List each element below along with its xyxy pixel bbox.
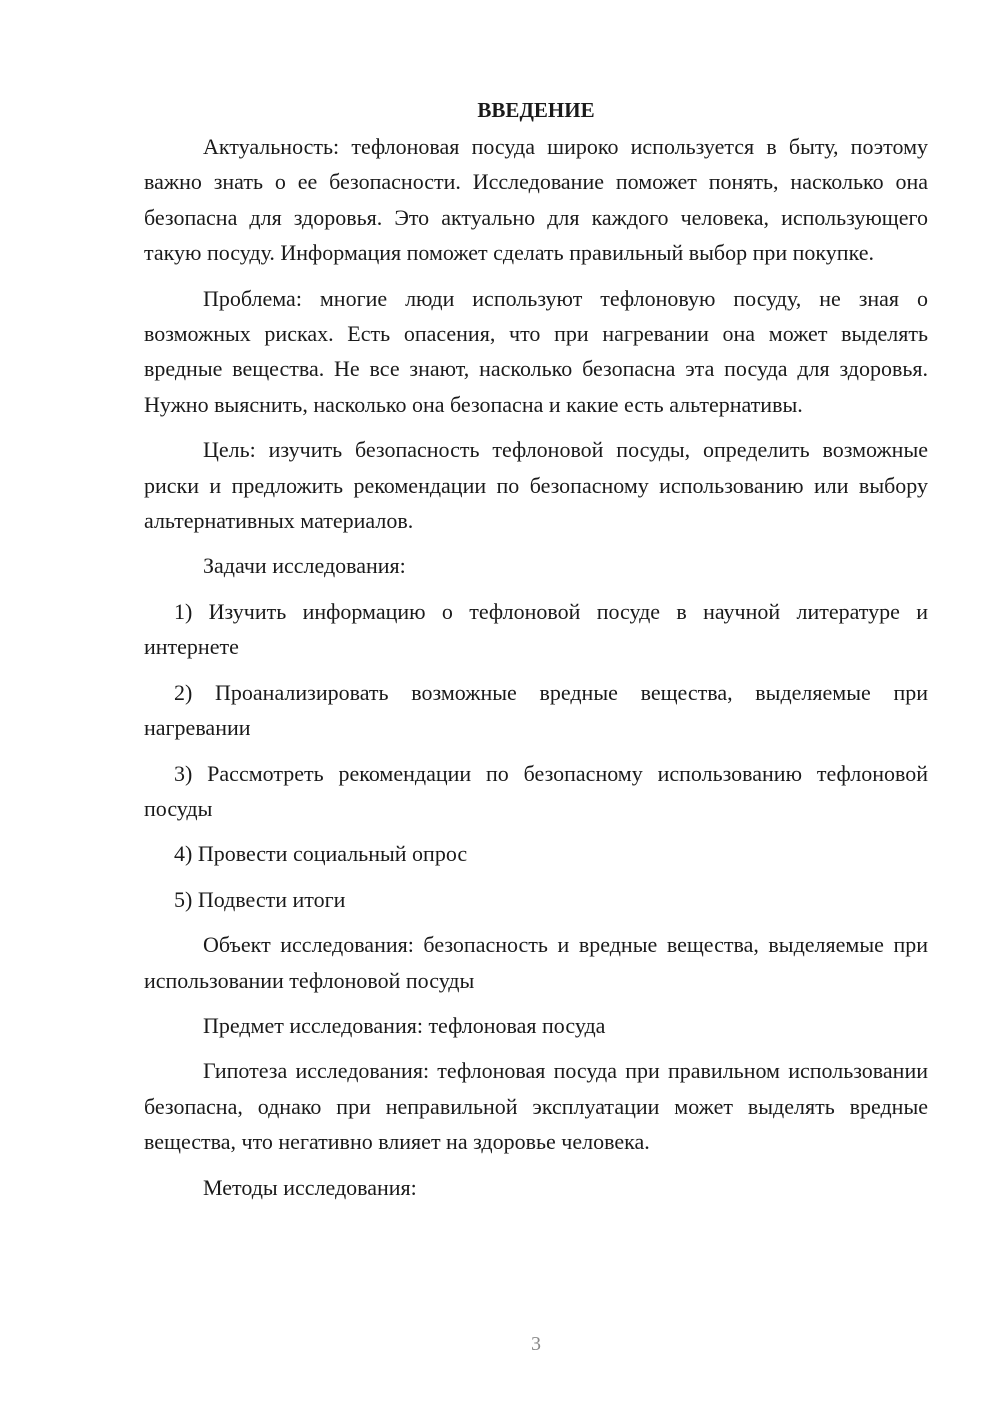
task-item: 1) Изучить информацию о тефлоновой посуде в научной литературе и интернете — [144, 598, 928, 660]
task-item: 4) Провести социальный опрос — [174, 841, 468, 867]
tasks-title: Задачи исследования: — [203, 553, 406, 579]
page-number: 3 — [531, 1333, 541, 1355]
methods-title: Методы исследования: — [203, 1174, 417, 1200]
problem-paragraph: Проблема: многие люди используют тефлоновую посуду, не зная о возможных рисках. Есть опасения, что при нагревании она может выделять вредные вещества. Не все знают, насколько безопасна эта посуда для здоровья. Нужно выяснить, насколько она безопасна и какие есть альтернативы. — [144, 285, 928, 417]
subject-paragraph: Предмет исследования: тефлоновая посуда — [203, 1012, 606, 1038]
section-heading: ВВЕДЕНИЕ — [477, 98, 595, 122]
document-body — [144, 92, 928, 1215]
relevance-paragraph: Актуальность: тефлоновая посуда широко используется в быту, поэтому важно знать о ее безопасности. Исследование поможет понять, насколько она безопасна для здоровья. Это актуально для каждого человека, использующего такую посуду. Информация поможет сделать правильный выбор при покупке. — [144, 134, 928, 266]
task-item: 5) Подвести итоги — [174, 886, 346, 912]
goal-paragraph: Цель: изучить безопасность тефлоновой посуды, определить возможные риски и предложить рекомендации по безопасному использованию или выбору альтернативных материалов. — [144, 437, 928, 534]
hypothesis-paragraph: Гипотеза исследования: тефлоновая посуда при правильном использовании безопасна, однако при неправильной эксплуатации может выделять вредные вещества, что негативно влияет на здоровье человека. — [144, 1058, 928, 1155]
task-item: 2) Проанализировать возможные вредные вещества, выделяемые при нагревании — [144, 679, 928, 741]
object-paragraph: Объект исследования: безопасность и вредные вещества, выделяемые при использовании тефлоновой посуды — [144, 932, 928, 993]
tasks-list — [144, 594, 928, 917]
task-item: 3) Рассмотреть рекомендации по безопасному использованию тефлоновой посуды — [144, 760, 928, 821]
